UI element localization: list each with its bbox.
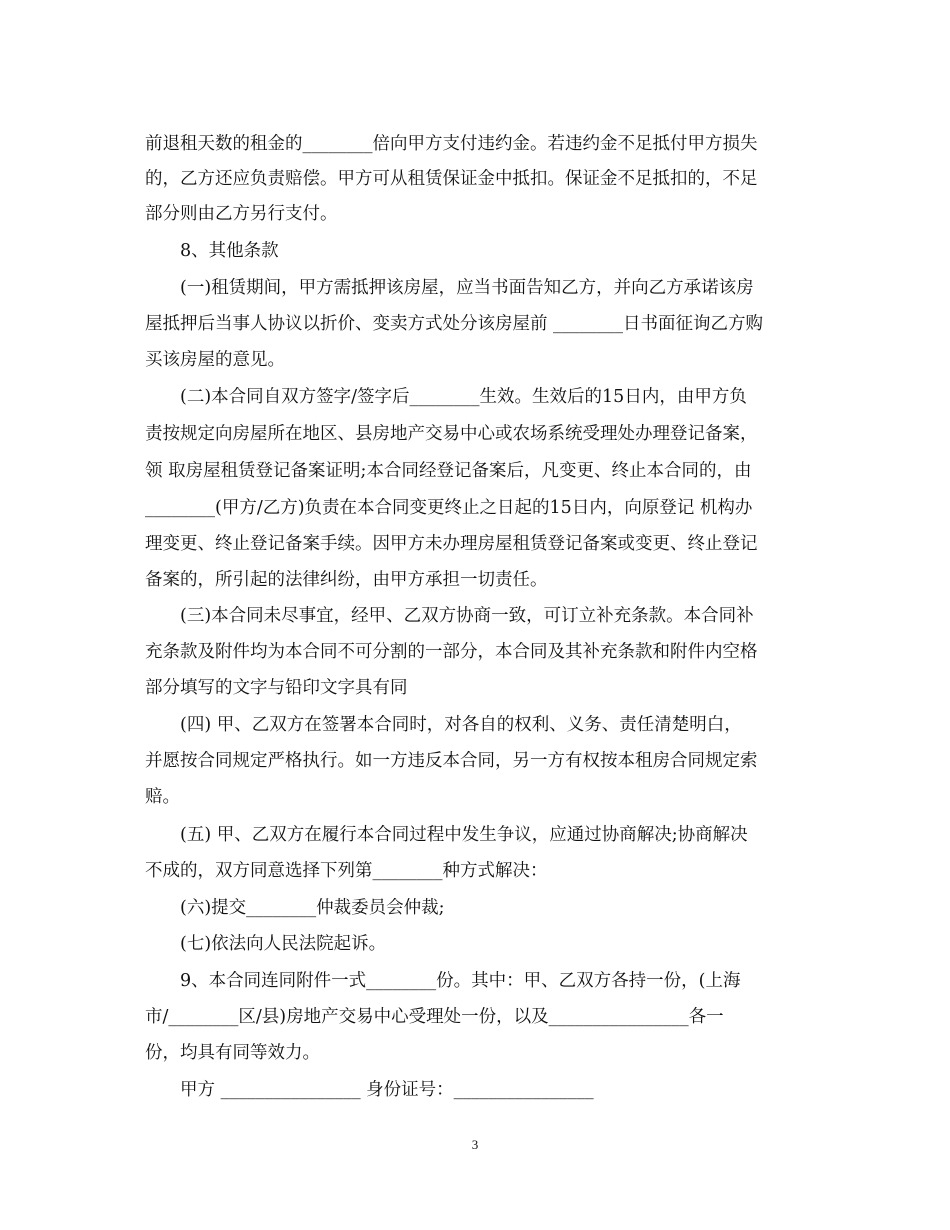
text-line: (四) 甲、乙双方在签署本合同时，对各自的权利、义务、责任清楚明白， [180,715,742,735]
text-line: 理变更、终止登记备案手续。因甲方未办理房屋租赁登记备案或变更、终止登记 [145,534,758,554]
text-line: 市/________区/县)房地产交易中心受理处一份，以及________________各一 [145,1007,724,1027]
text-line: 备案的，所引起的法律纠纷，由甲方承担一切责任。 [145,570,548,590]
signature-line: 甲方 ________________ 身份证号：________________ [180,1080,594,1100]
text-line: ________(甲方/乙方)负责在本合同变更终止之日起的15日内，向原登记 机构办 [145,498,753,518]
text-line: (一)租赁期间，甲方需抵押该房屋，应当书面告知乙方，并向乙方承诺该房 [180,278,754,298]
text-line: 屋抵押后当事人协议以折价、变卖方式处分该房屋前 ________日书面征询乙方购 [145,314,764,334]
text-line: 份，均具有同等效力。 [145,1043,320,1063]
text-line: (二)本合同自双方签字/签字后________生效。生效后的15日内，由甲方负 [180,387,747,407]
text-line: 的，乙方还应负责赔偿。甲方可从租赁保证金中抵扣。保证金不足抵扣的，不足 [145,169,758,189]
text-line: 责按规定向房屋所在地区、县房地产交易中心或农场系统受理处办理登记备案， [145,424,758,444]
text-line: (三)本合同未尽事宜，经甲、乙双方协商一致，可订立补充条款。本合同补 [180,606,754,626]
text-line: 部分填写的文字与铅印文字具有同 [145,678,408,698]
text-line: (五) 甲、乙双方在履行本合同过程中发生争议，应通过协商解决;协商解决 [180,825,748,845]
text-line: 赔。 [145,787,180,807]
text-line: 领 取房屋租赁登记备案证明;本合同经登记备案后，凡变更、终止本合同的，由 [145,461,752,481]
text-line: 充条款及附件均为本合同不可分割的一部分，本合同及其补充条款和附件内空格 [145,642,758,662]
text-line: 不成的，双方同意选择下列第________种方式解决： [145,861,548,881]
page-number: 3 [471,1137,479,1152]
text-line: (六)提交________仲裁委员会仲裁; [180,898,445,918]
text-line: (七)依法向人民法院起诉。 [180,934,387,954]
text-line: 9、本合同连同附件一式________份。其中：甲、乙双方各持一份，(上海 [180,971,741,991]
text-line: 买该房屋的意见。 [145,350,285,370]
text-line: 部分则由乙方另行支付。 [145,204,338,224]
text-line: 前退租天数的租金的________倍向甲方支付违约金。若违约金不足抵付甲方损失 [145,134,758,154]
section-heading: 8、其他条款 [180,241,279,261]
text-line: 并愿按合同规定严格执行。如一方违反本合同，另一方有权按本租房合同规定索 [145,751,758,771]
